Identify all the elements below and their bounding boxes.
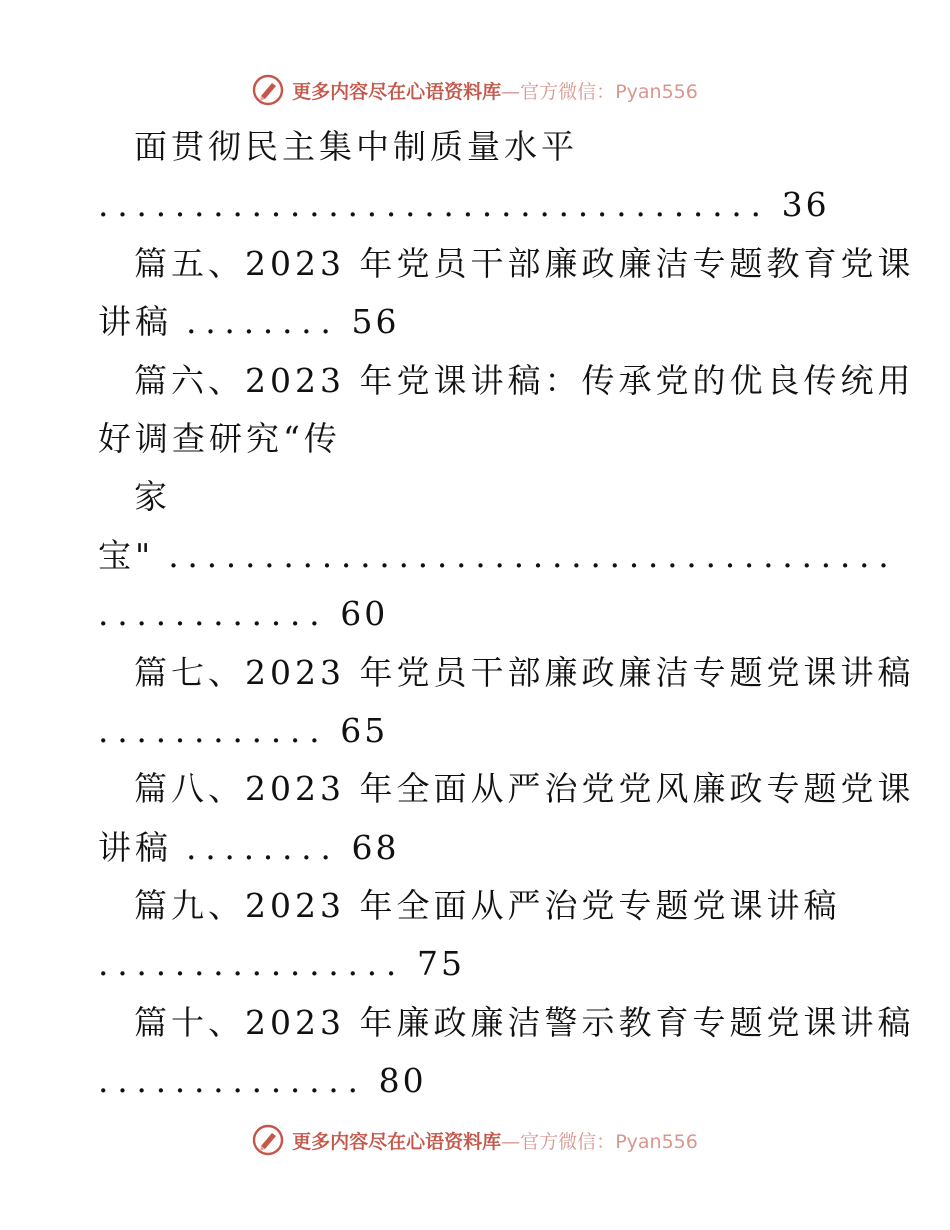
toc-entry-text: 家	[134, 477, 171, 517]
toc-page-number: 56	[351, 302, 400, 342]
pen-logo-icon	[252, 74, 284, 106]
banner-brand: 更多内容尽在心语资料库	[292, 1130, 502, 1153]
toc-line	[98, 410, 858, 468]
toc-page-number: 75	[417, 944, 466, 984]
header-banner	[0, 70, 950, 110]
banner-wechat-label: 官方微信：	[520, 1130, 616, 1153]
toc-leader-dots: ..............	[98, 1061, 367, 1101]
toc-page-number: 80	[378, 1061, 427, 1101]
toc-entry-text: 讲稿	[98, 302, 172, 342]
banner-wechat-label: 官方微信：	[520, 80, 616, 103]
toc-line	[98, 176, 858, 234]
toc-page-number: 65	[340, 710, 389, 750]
toc-page-number: 60	[340, 594, 389, 634]
toc-page-number: 68	[351, 827, 400, 867]
banner-wechat-id: Pyan556	[615, 1130, 698, 1153]
toc-entry-text: 面贯彻民主集中制质量水平	[134, 127, 578, 166]
toc-leader-dots: ......................................	[168, 535, 898, 575]
banner-separator: —	[501, 1130, 521, 1153]
toc-line	[98, 118, 858, 176]
toc-line	[98, 819, 858, 877]
toc-line	[98, 352, 915, 410]
toc-line	[98, 527, 898, 585]
toc-entry-text: 好调查研究“传	[98, 418, 341, 458]
toc-entry-text: 篇八、2023 年全面从严治党党风廉政专题党课	[134, 769, 915, 809]
toc-entry-text: 讲稿	[98, 827, 172, 867]
banner-text	[292, 77, 698, 104]
toc-entry-text: 篇七、2023 年党员干部廉政廉洁专题党课讲稿	[134, 652, 915, 692]
toc-line	[98, 935, 858, 993]
toc-line	[98, 468, 858, 526]
toc-line	[98, 235, 915, 293]
toc-entry-text: 篇九、2023 年全面从严治党专题党课讲稿	[134, 886, 841, 926]
toc-entry-text: 篇十、2023 年廉政廉洁警示教育专题党课讲稿	[134, 1002, 915, 1042]
toc-entry-text: 宝"	[98, 535, 155, 575]
toc-entry-text: 篇五、2023 年党员干部廉政廉洁专题教育党课	[134, 243, 915, 283]
toc-line	[98, 1052, 858, 1110]
toc-list	[98, 118, 915, 1111]
toc-line	[98, 994, 915, 1052]
toc-line	[98, 585, 858, 643]
toc-page-number: 36	[781, 185, 830, 225]
toc-leader-dots: ............	[98, 710, 329, 750]
toc-leader-dots: ............	[98, 594, 329, 634]
banner-separator: —	[501, 80, 521, 103]
banner-wechat-id: Pyan556	[615, 80, 698, 103]
toc-line	[98, 877, 858, 935]
toc-line	[98, 293, 858, 351]
banner-brand: 更多内容尽在心语资料库	[292, 80, 502, 103]
toc-leader-dots: ........	[186, 302, 340, 342]
toc-line	[98, 644, 915, 702]
banner-text	[292, 1127, 698, 1154]
toc-line	[98, 702, 858, 760]
toc-leader-dots: ...................................	[98, 185, 770, 225]
toc-leader-dots: ................	[98, 944, 406, 984]
toc-entry-text: 篇六、2023 年党课讲稿：传承党的优良传统用	[134, 360, 915, 400]
toc-line	[98, 760, 915, 818]
toc-leader-dots: ........	[186, 827, 340, 867]
footer-banner	[0, 1120, 950, 1160]
pen-logo-icon	[252, 1124, 284, 1156]
